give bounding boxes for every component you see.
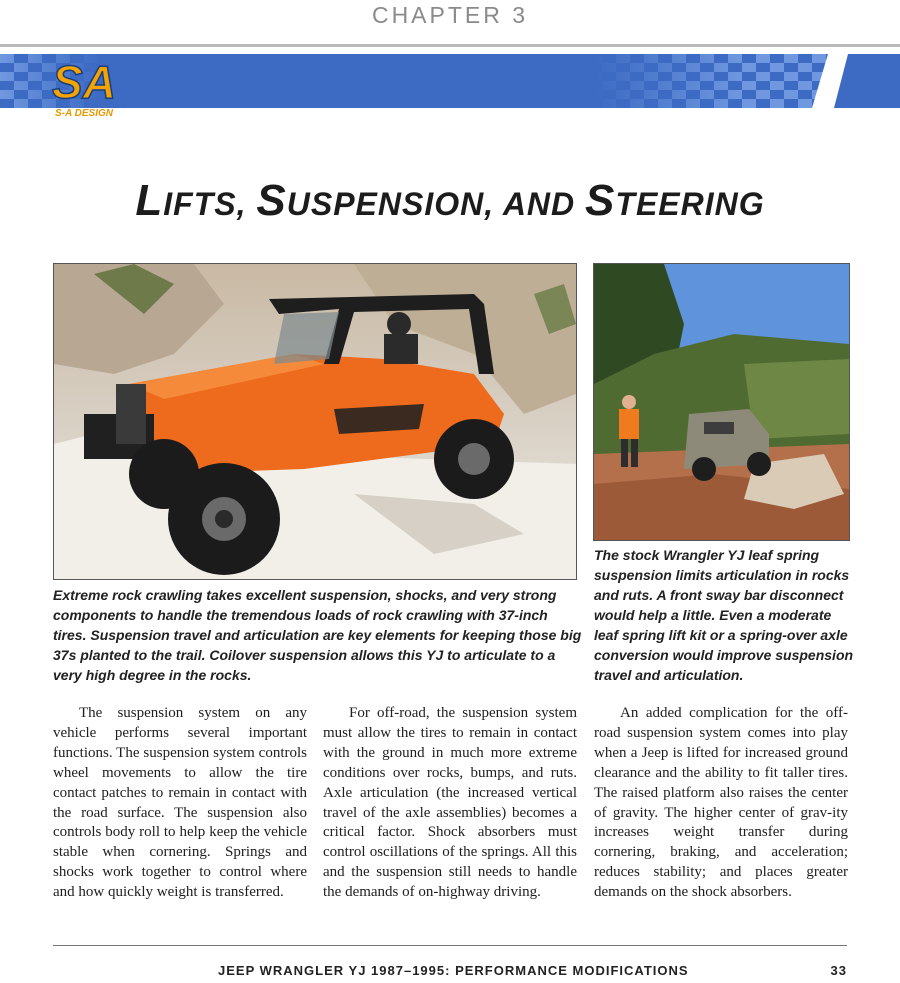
body-column-1: [53, 704, 307, 903]
orange-jeep-illustration: [54, 264, 576, 579]
logo-mark: SA: [52, 56, 116, 108]
chapter-heading: CHAPTER 3: [371, 2, 529, 28]
footer-book-title: JEEP WRANGLER YJ 1987–1995: PERFORMANCE MODIFICATIONS: [218, 963, 689, 978]
header-rule: [0, 44, 900, 47]
page-title: [0, 176, 900, 226]
checkered-banner: [0, 54, 900, 108]
stock-yj-illustration: [594, 264, 849, 540]
title-word-4: STEERING: [585, 176, 765, 225]
page-number: 33: [830, 963, 847, 978]
paragraph-2: For off-road, the suspension system must allow the tires to remain in contact with the ground in much more extreme conditions over rocks, bumps, and ruts. Axle articulation (the increased vertical travel of the axle assemblies) becomes a critical factor. Shock absorbers must control oscillations of the springs. All this and the suspension still needs to handle the demands of on-highway driving.: [323, 705, 577, 901]
paragraph-1: The suspension system on any vehicle performs several important functions. The suspension system controls wheel movements to allow the tire contact patches to remain in contact with the road surface. The suspension also controls body roll to help keep the vehicle stable when cornering. Springs and shocks work together to control where and how quickly weight is transferred.: [53, 705, 307, 901]
side-photo-caption: The stock Wrangler YJ leaf spring suspension limits articulation in rocks and ruts. A front sway bar disconnect would help a little. Even a moderate leaf spring lift kit or a spring-over axle conversion would improve suspension travel and articulation.: [594, 547, 854, 683]
title-word-3: AND: [502, 186, 586, 222]
side-photo: [593, 263, 850, 541]
body-column-3: [594, 704, 848, 903]
body-column-2: [323, 704, 577, 903]
title-word-1: LIFTS,: [135, 176, 257, 225]
paragraph-3: An added complication for the off-road suspension system comes into play when a Jeep is lifted for increased ground clearance and the ability to fit taller tires. The raised platform also raises the center of gravity. The higher center of grav-ity increases weight transfer during cornering, braking, and acceleration; reduces stability; and places greater demands on the shock absorbers.: [594, 705, 848, 901]
main-photo: [53, 263, 577, 580]
sa-design-logo: [46, 52, 122, 108]
footer-rule: [53, 945, 847, 946]
main-photo-caption: Extreme rock crawling takes excellent suspension, shocks, and very strong components to handle the tremendous loads of rock crawling with 37-inch tires. Suspension travel and articulation are key elements for keeping those big 37s planted to the trail. Coilover suspension allows this YJ to articulate to a very high degree in the rocks.: [53, 587, 582, 683]
logo-caption: S-A DESIGN: [55, 108, 113, 119]
title-word-2: SUSPENSION,: [256, 176, 503, 225]
